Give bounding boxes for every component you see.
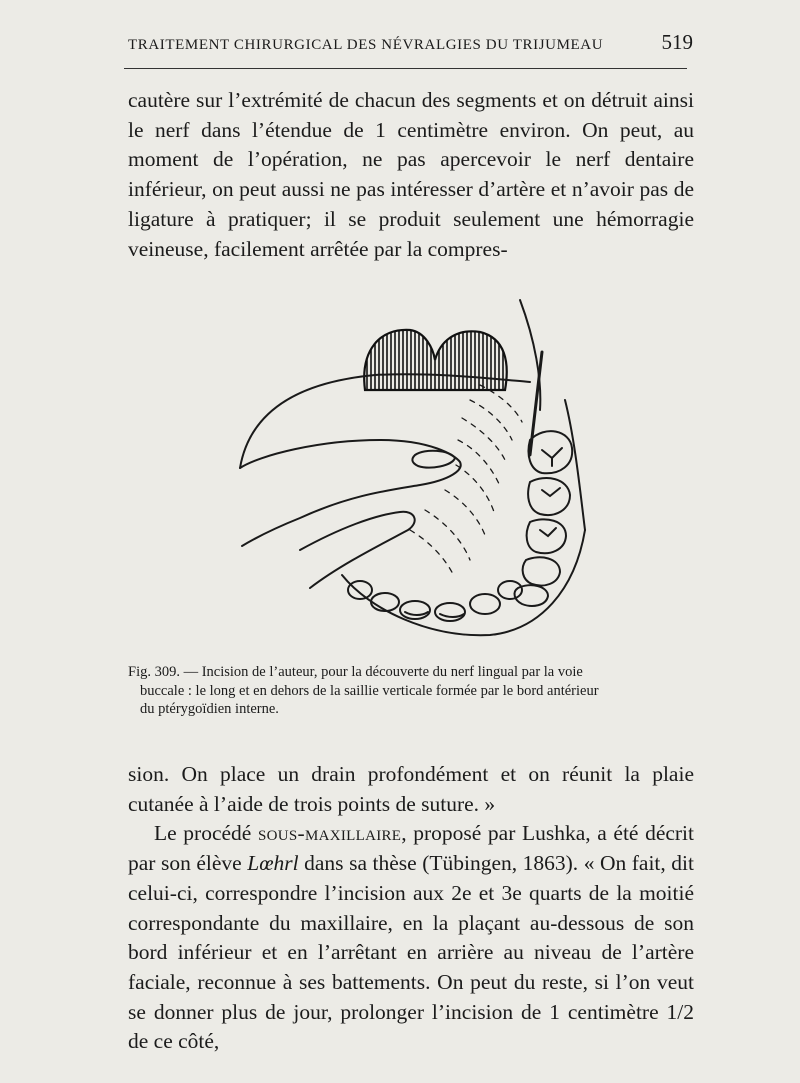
figure-309 [230, 290, 600, 655]
header-rule [124, 68, 687, 69]
top-paragraph: cautère sur l’extrémité de chacun des segments et on détruit ainsi le nerf dans l’étendue de 1 centimètre environ. On peut, au moment de l’opération, ne pas apercevoir le nerf dentaire inférieur, on peut aussi ne pas intéresser d’artère et n’avoir pas de ligature à pratiquer; il se produit seulement une hémorragie veineuse, facilement arrêtée par la compres- [128, 88, 694, 261]
paragraph-procedure [128, 819, 694, 1057]
running-head [128, 30, 693, 55]
para-text: , proposé par Lushka, a été décrit par son élève [128, 821, 695, 876]
author-name: Lœhrl [247, 851, 299, 876]
caption-line: buccale : le long et en dehors de la saillie verticale formée par le bord antérieur [140, 682, 599, 699]
procedure-name: sous-maxillaire [257, 821, 402, 846]
lower-front-teeth [348, 581, 522, 621]
top-paragraph-block [128, 86, 694, 264]
upper-teeth-drawing [364, 330, 507, 390]
finger-drawing [240, 440, 461, 546]
mouth-illustration [230, 290, 600, 655]
bottom-text-block [128, 760, 694, 1057]
page-number: 519 [661, 30, 693, 54]
running-title: TRAITEMENT CHIRURGICAL DES NÉVRALGIES DU TRIJUMEAU [128, 37, 604, 53]
figure-caption [128, 663, 696, 719]
para-text: Le procédé [154, 821, 258, 846]
caption-line: du ptérygoïdien interne. [140, 701, 279, 717]
tissue-hatching [410, 385, 522, 576]
lower-molars [515, 431, 573, 606]
paragraph-continued: sion. On place un drain profondément et on réunit la plaie cutanée à l’aide de trois points de suture. » [128, 762, 694, 816]
para-text: dans sa thèse (Tübingen, 1863). « On fait, dit celui-ci, correspondre l’incision aux 2e et 3e quarts de la moitié correspondante du maxillaire, en la plaçant au-dessous de son bord inférieur et en l’arrêtant en arrière au niveau de l’artère faciale, reconnue à ses battements. On peut du reste, si l’on veut se donner plus de jour, prolonger l’incision de 1 centimètre 1/2 de ce côté, [128, 851, 695, 1054]
caption-line: Fig. 309. — Incision de l’auteur, pour la découverte du nerf lingual par la voie [128, 664, 583, 680]
